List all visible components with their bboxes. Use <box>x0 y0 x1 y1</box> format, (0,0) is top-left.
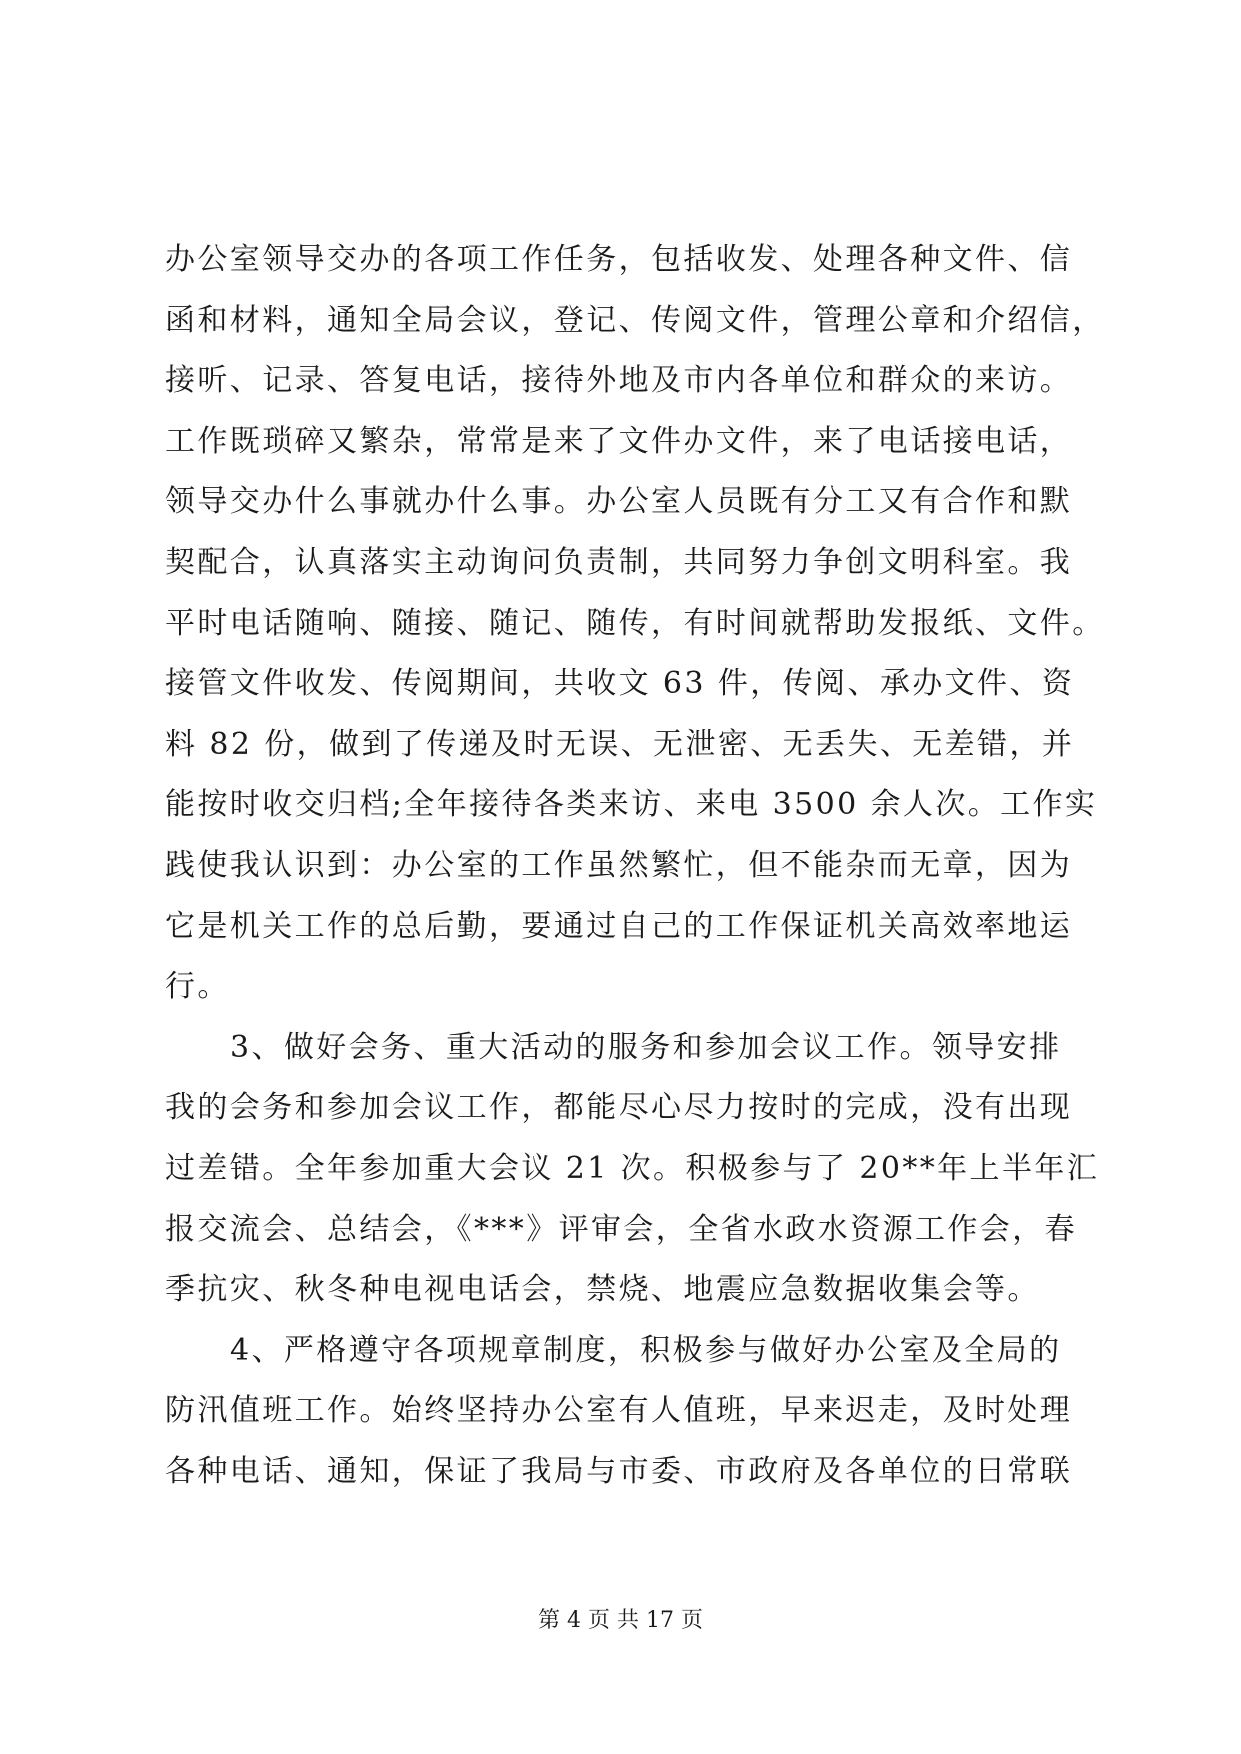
paragraph-start-line: 3、做好会务、重大活动的服务和参加会议工作。领导安排 <box>230 1029 1062 1065</box>
text-line: 防汛值班工作。始终坚持办公室有人值班，早来迟走，及时处理 <box>165 1393 1073 1429</box>
text-line: 我的会务和参加会议工作，都能尽心尽力按时的完成，没有出现 <box>165 1090 1073 1126</box>
text-line: 行。 <box>165 969 230 1005</box>
text-line: 办公室领导交办的各项工作任务，包括收发、处理各种文件、信 <box>165 242 1073 277</box>
text-line: 践使我认识到：办公室的工作虽然繁忙，但不能杂而无章，因为 <box>165 847 1073 883</box>
text-line: 报交流会、总结会，《***》评审会，全省水政水资源工作会，春 <box>165 1211 1077 1247</box>
text-line: 工作既琐碎又繁杂，常常是来了文件办文件，来了电话接电话， <box>165 423 1073 459</box>
text-line: 函和材料，通知全局会议，登记、传阅文件，管理公章和介绍信， <box>165 302 1105 338</box>
text-line: 能按时收交归档;全年接待各类来访、来电 3500 余人次。工作实 <box>165 787 1098 823</box>
text-line: 各种电话、通知，保证了我局与市委、市政府及各单位的日常联 <box>165 1453 1073 1489</box>
text-line: 领导交办什么事就办什么事。办公室人员既有分工又有合作和默 <box>165 484 1073 520</box>
text-line: 它是机关工作的总后勤，要通过自己的工作保证机关高效率地运 <box>165 908 1073 944</box>
text-line: 季抗灾、秋冬种电视电话会，禁烧、地震应急数据收集会等。 <box>165 1272 1040 1308</box>
text-line: 接管文件收发、传阅期间，共收文 63 件，传阅、承办文件、资 <box>165 666 1075 702</box>
document-body <box>165 230 1105 1502</box>
text-line: 接听、记录、答复电话，接待外地及市内各单位和群众的来访。 <box>165 363 1073 399</box>
page-number-footer: 第 4 页 共 17 页 <box>538 1608 703 1633</box>
paragraph-start-line: 4、严格遵守各项规章制度，积极参与做好办公室及全局的 <box>230 1332 1062 1368</box>
text-line: 平时电话随响、随接、随记、随传，有时间就帮助发报纸、文件。 <box>165 605 1105 641</box>
text-line: 契配合，认真落实主动询问负责制，共同努力争创文明科室。我 <box>165 544 1073 580</box>
text-line: 料 82 份，做到了传递及时无误、无泄密、无丢失、无差错，并 <box>165 726 1075 762</box>
text-line: 过差错。全年参加重大会议 21 次。积极参与了 20**年上半年汇 <box>165 1150 1100 1186</box>
